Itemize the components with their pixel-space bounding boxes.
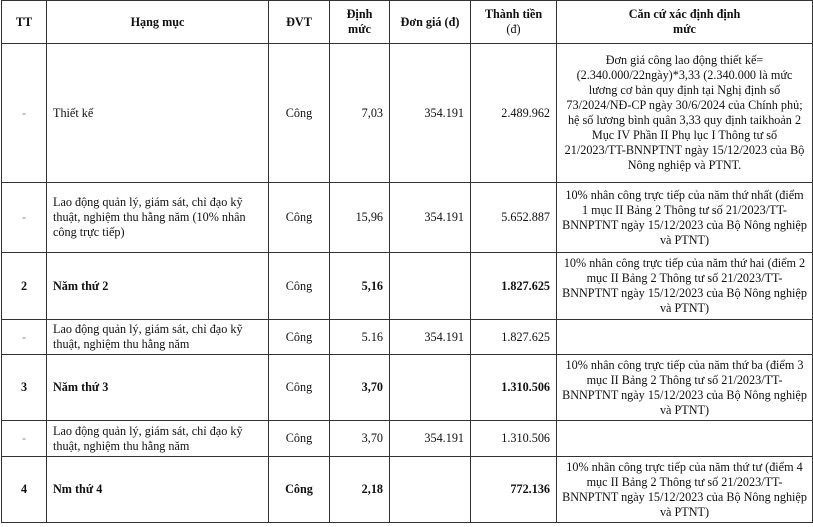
row-unit: Công	[269, 320, 330, 355]
row-price	[390, 253, 471, 320]
row-tt: -	[2, 421, 47, 457]
col-header-total-line1: Thành tiền	[484, 7, 543, 21]
row-norm: 3,70	[330, 421, 390, 457]
row-unit: Công	[269, 421, 330, 457]
col-header-basis-line2: mức	[673, 22, 696, 36]
row-total: 1.827.625	[471, 320, 557, 355]
row-norm: 5,16	[330, 253, 390, 320]
col-header-item: Hạng mục	[47, 1, 269, 44]
table-row-year	[2, 355, 813, 421]
row-item: Lao động quản lý, giám sát, chỉ đạo kỹ thuật, nghiệm thu hằng năm (10% nhân công trực tiếp)	[47, 183, 269, 253]
col-header-norm	[330, 1, 390, 44]
row-tt: -	[2, 183, 47, 253]
row-total: 1.310.506	[471, 355, 557, 421]
row-total: 1.310.506	[471, 421, 557, 457]
row-price	[390, 457, 471, 523]
row-unit: Công	[269, 44, 330, 183]
table-row	[2, 183, 813, 253]
row-total: 2.489.962	[471, 44, 557, 183]
col-header-unit: ĐVT	[269, 1, 330, 44]
row-norm: 3,70	[330, 355, 390, 421]
row-basis: 10% nhân công trực tiếp của năm thứ tư (điểm 4 mục II Bảng 2 Thông tư số 21/2023/TT-BNNPTNT ngày 15/12/2023 của Bộ Nông nghiệp và PTNT)	[557, 457, 813, 523]
row-basis: 10% nhân công trực tiếp của năm thứ nhất (điểm 1 mục II Bảng 2 Thông tư số 21/2023/TT-BNNPTNT ngày 15/12/2023 của Bộ Nông nghiệp và PTNT)	[557, 183, 813, 253]
col-header-total-line2: (đ)	[506, 22, 521, 36]
row-total: 5.652.887	[471, 183, 557, 253]
table-row-year	[2, 457, 813, 523]
row-tt: 2	[2, 253, 47, 320]
table-row	[2, 320, 813, 355]
row-basis: 10% nhân công trực tiếp của năm thứ hai (điểm 2 mục II Bảng 2 Thông tư số 21/2023/TT-BNNPTNT ngày 15/12/2023 của Bộ Nông nghiệp và PTNT)	[557, 253, 813, 320]
row-item: Thiết kế	[47, 44, 269, 183]
row-item: Lao động quản lý, giám sát, chỉ đạo kỹ thuật, nghiệm thu hằng năm	[47, 320, 269, 355]
col-header-basis-line1: Căn cứ xác định định	[628, 7, 741, 21]
row-unit: Công	[269, 457, 330, 523]
row-price: 354.191	[390, 183, 471, 253]
col-header-tt: TT	[2, 1, 47, 44]
col-header-norm-line1: Định	[346, 7, 373, 21]
row-norm: 5.16	[330, 320, 390, 355]
row-norm: 15,96	[330, 183, 390, 253]
row-item: Năm thứ 2	[47, 253, 269, 320]
row-basis	[557, 320, 813, 355]
row-norm: 7,03	[330, 44, 390, 183]
row-tt: 3	[2, 355, 47, 421]
header-row	[2, 1, 813, 44]
row-basis: 10% nhân công trực tiếp của năm thứ ba (điểm 3 mục II Bảng 2 Thông tư số 21/2023/TT-BNNPTNT ngày 15/12/2023 của Bộ Nông nghiệp và PTNT)	[557, 355, 813, 421]
row-tt: -	[2, 44, 47, 183]
col-header-basis	[557, 1, 813, 44]
row-item: Nm thứ 4	[47, 457, 269, 523]
table-row	[2, 421, 813, 457]
row-price: 354.191	[390, 44, 471, 183]
row-tt: -	[2, 320, 47, 355]
row-item: Năm thứ 3	[47, 355, 269, 421]
row-norm: 2,18	[330, 457, 390, 523]
row-total: 772.136	[471, 457, 557, 523]
row-total: 1.827.625	[471, 253, 557, 320]
col-header-total	[471, 1, 557, 44]
col-header-price: Đơn giá (đ)	[390, 1, 471, 44]
row-price: 354.191	[390, 421, 471, 457]
row-unit: Công	[269, 183, 330, 253]
row-unit: Công	[269, 253, 330, 320]
table-row	[2, 44, 813, 183]
row-item: Lao động quản lý, giám sát, chỉ đạo kỹ thuật, nghiệm thu hằng năm	[47, 421, 269, 457]
row-price	[390, 355, 471, 421]
row-basis	[557, 421, 813, 457]
row-tt: 4	[2, 457, 47, 523]
row-unit: Công	[269, 355, 330, 421]
row-basis: Đơn giá công lao động thiết kế=(2.340.000/22ngày)*3,33 (2.340.000 là mức lương cơ bản quy định tại Nghị định số 73/2024/NĐ-CP ngày 30/6/2024 của Chính phủ; hệ số lương bình quân 3,33 quy định taikhoản 2 Mục IV Phần II Phụ lục I Thông tư số 21/2023/TT-BNNPTNT ngày 15/12/2023 của Bộ Nông nghiệp và PTNT.	[557, 44, 813, 183]
cost-table	[1, 0, 813, 523]
table-row-year	[2, 253, 813, 320]
col-header-norm-line2: mức	[348, 22, 371, 36]
row-price: 354.191	[390, 320, 471, 355]
